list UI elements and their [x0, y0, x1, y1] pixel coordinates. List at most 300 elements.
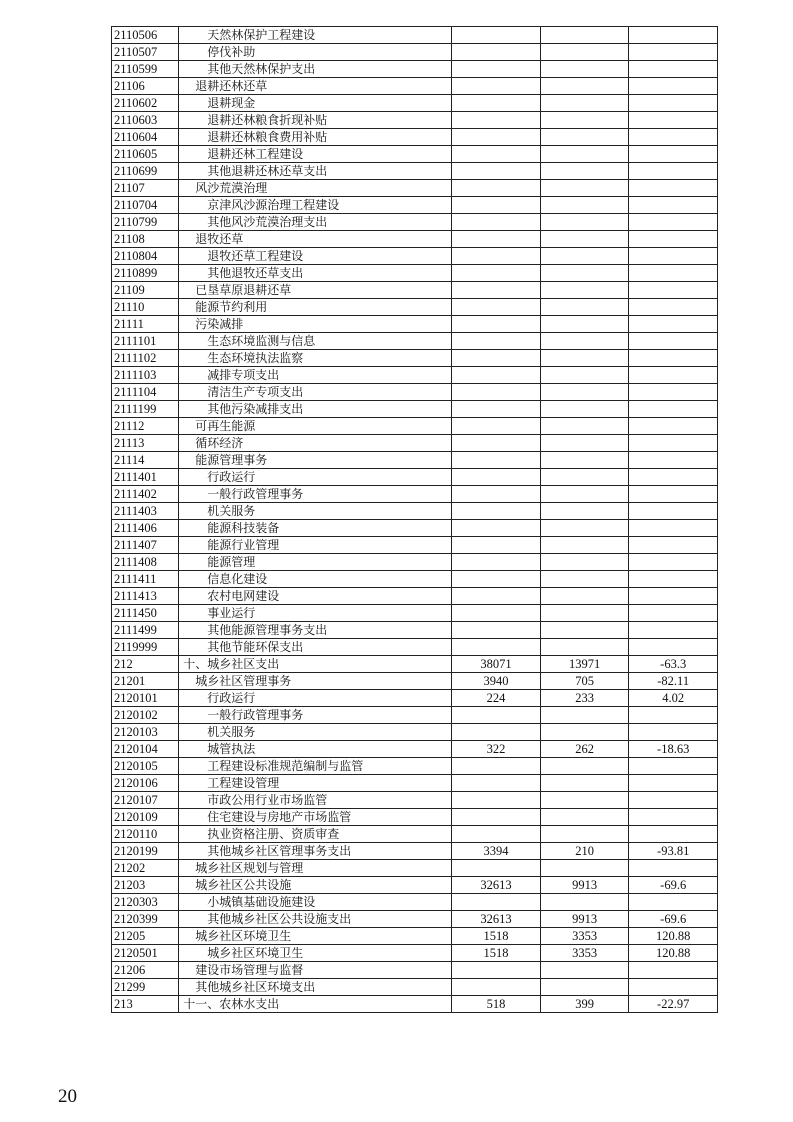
table-row: [112, 605, 718, 622]
table-row: [112, 656, 718, 673]
change-percent-cell: [629, 265, 718, 282]
change-percent-cell: [629, 299, 718, 316]
table-row: [112, 809, 718, 826]
prior-year-value-cell: [452, 792, 541, 809]
prior-year-value-cell: [452, 537, 541, 554]
subject-name-cell: 城管执法: [179, 741, 452, 758]
subject-name-cell: 执业资格注册、资质审查: [179, 826, 452, 843]
change-percent-cell: -82.11: [629, 673, 718, 690]
current-year-value-cell: [540, 61, 629, 78]
change-percent-cell: [629, 418, 718, 435]
table-row: [112, 741, 718, 758]
table-row: [112, 299, 718, 316]
subject-code-cell: 2111407: [112, 537, 179, 554]
table-row: [112, 435, 718, 452]
table-row: [112, 758, 718, 775]
table-row: [112, 61, 718, 78]
prior-year-value-cell: [452, 112, 541, 129]
change-percent-cell: [629, 197, 718, 214]
prior-year-value-cell: [452, 605, 541, 622]
change-percent-cell: 120.88: [629, 945, 718, 962]
current-year-value-cell: [540, 367, 629, 384]
subject-name-cell: 机关服务: [179, 503, 452, 520]
subject-name-cell: 停伐补助: [179, 44, 452, 61]
change-percent-cell: [629, 469, 718, 486]
prior-year-value-cell: [452, 469, 541, 486]
subject-name-cell: 一般行政管理事务: [179, 707, 452, 724]
prior-year-value-cell: [452, 707, 541, 724]
current-year-value-cell: [540, 418, 629, 435]
current-year-value-cell: [540, 401, 629, 418]
change-percent-cell: [629, 962, 718, 979]
table-row: [112, 979, 718, 996]
table-row: [112, 877, 718, 894]
subject-code-cell: 2111403: [112, 503, 179, 520]
prior-year-value-cell: [452, 401, 541, 418]
subject-code-cell: 2120501: [112, 945, 179, 962]
table-row: [112, 469, 718, 486]
subject-name-cell: 其他退牧还草支出: [179, 265, 452, 282]
change-percent-cell: [629, 282, 718, 299]
subject-name-cell: 十、城乡社区支出: [179, 656, 452, 673]
subject-code-cell: 21112: [112, 418, 179, 435]
subject-code-cell: 2110506: [112, 27, 179, 44]
change-percent-cell: [629, 894, 718, 911]
change-percent-cell: [629, 809, 718, 826]
subject-name-cell: 城乡社区环境卫生: [179, 945, 452, 962]
prior-year-value-cell: [452, 452, 541, 469]
table-row: [112, 571, 718, 588]
subject-name-cell: 十一、农林水支出: [179, 996, 452, 1013]
prior-year-value-cell: [452, 367, 541, 384]
prior-year-value-cell: [452, 979, 541, 996]
subject-name-cell: 其他城乡社区公共设施支出: [179, 911, 452, 928]
subject-name-cell: 循环经济: [179, 435, 452, 452]
change-percent-cell: [629, 163, 718, 180]
current-year-value-cell: 9913: [540, 911, 629, 928]
subject-code-cell: 21111: [112, 316, 179, 333]
current-year-value-cell: [540, 826, 629, 843]
subject-name-cell: 其他风沙荒漠治理支出: [179, 214, 452, 231]
current-year-value-cell: [540, 571, 629, 588]
table-row: [112, 486, 718, 503]
table-row: [112, 350, 718, 367]
subject-name-cell: 市政公用行业市场监管: [179, 792, 452, 809]
current-year-value-cell: [540, 214, 629, 231]
prior-year-value-cell: 32613: [452, 911, 541, 928]
change-percent-cell: [629, 129, 718, 146]
subject-name-cell: 减排专项支出: [179, 367, 452, 384]
subject-name-cell: 退耕还林工程建设: [179, 146, 452, 163]
change-percent-cell: [629, 792, 718, 809]
subject-code-cell: 2120105: [112, 758, 179, 775]
prior-year-value-cell: [452, 78, 541, 95]
table-row: [112, 401, 718, 418]
subject-code-cell: 2110599: [112, 61, 179, 78]
prior-year-value-cell: [452, 486, 541, 503]
table-row: [112, 826, 718, 843]
subject-name-cell: 京津风沙源治理工程建设: [179, 197, 452, 214]
current-year-value-cell: [540, 78, 629, 95]
table-row: [112, 894, 718, 911]
current-year-value-cell: [540, 316, 629, 333]
subject-name-cell: 城乡社区公共设施: [179, 877, 452, 894]
subject-name-cell: 行政运行: [179, 690, 452, 707]
change-percent-cell: [629, 605, 718, 622]
current-year-value-cell: [540, 27, 629, 44]
table-row: [112, 367, 718, 384]
subject-name-cell: 其他城乡社区管理事务支出: [179, 843, 452, 860]
subject-code-cell: 2110899: [112, 265, 179, 282]
change-percent-cell: [629, 452, 718, 469]
subject-name-cell: 能源管理事务: [179, 452, 452, 469]
table-row: [112, 214, 718, 231]
change-percent-cell: [629, 78, 718, 95]
current-year-value-cell: [540, 248, 629, 265]
subject-code-cell: 2110602: [112, 95, 179, 112]
prior-year-value-cell: [452, 95, 541, 112]
subject-code-cell: 2110804: [112, 248, 179, 265]
subject-name-cell: 可再生能源: [179, 418, 452, 435]
subject-code-cell: 2120110: [112, 826, 179, 843]
current-year-value-cell: [540, 129, 629, 146]
page-number: 20: [58, 1086, 77, 1107]
prior-year-value-cell: [452, 282, 541, 299]
prior-year-value-cell: [452, 299, 541, 316]
subject-code-cell: 2120104: [112, 741, 179, 758]
prior-year-value-cell: [452, 639, 541, 656]
change-percent-cell: [629, 486, 718, 503]
table-row: [112, 622, 718, 639]
current-year-value-cell: [540, 112, 629, 129]
table-row: [112, 78, 718, 95]
prior-year-value-cell: [452, 435, 541, 452]
subject-code-cell: 2111413: [112, 588, 179, 605]
subject-name-cell: 生态环境监测与信息: [179, 333, 452, 350]
current-year-value-cell: [540, 605, 629, 622]
current-year-value-cell: [540, 622, 629, 639]
subject-code-cell: 21106: [112, 78, 179, 95]
subject-name-cell: 行政运行: [179, 469, 452, 486]
subject-name-cell: 能源管理: [179, 554, 452, 571]
subject-name-cell: 污染减排: [179, 316, 452, 333]
change-percent-cell: [629, 622, 718, 639]
table-row: [112, 520, 718, 537]
prior-year-value-cell: [452, 554, 541, 571]
prior-year-value-cell: [452, 418, 541, 435]
change-percent-cell: [629, 554, 718, 571]
subject-code-cell: 21202: [112, 860, 179, 877]
subject-name-cell: 机关服务: [179, 724, 452, 741]
current-year-value-cell: [540, 197, 629, 214]
table-row: [112, 503, 718, 520]
subject-name-cell: 能源行业管理: [179, 537, 452, 554]
prior-year-value-cell: 38071: [452, 656, 541, 673]
subject-code-cell: 21206: [112, 962, 179, 979]
prior-year-value-cell: [452, 520, 541, 537]
change-percent-cell: [629, 367, 718, 384]
current-year-value-cell: [540, 282, 629, 299]
subject-code-cell: 2111104: [112, 384, 179, 401]
current-year-value-cell: [540, 554, 629, 571]
prior-year-value-cell: [452, 775, 541, 792]
table-row: [112, 911, 718, 928]
prior-year-value-cell: [452, 809, 541, 826]
subject-code-cell: 2119999: [112, 639, 179, 656]
current-year-value-cell: [540, 452, 629, 469]
subject-code-cell: 2120109: [112, 809, 179, 826]
subject-name-cell: 退耕现金: [179, 95, 452, 112]
table-row: [112, 146, 718, 163]
current-year-value-cell: [540, 588, 629, 605]
current-year-value-cell: [540, 231, 629, 248]
subject-code-cell: 21299: [112, 979, 179, 996]
prior-year-value-cell: [452, 758, 541, 775]
prior-year-value-cell: [452, 333, 541, 350]
subject-code-cell: 2110603: [112, 112, 179, 129]
change-percent-cell: [629, 537, 718, 554]
subject-name-cell: 已垦草原退耕还草: [179, 282, 452, 299]
table-row: [112, 928, 718, 945]
prior-year-value-cell: [452, 316, 541, 333]
table-row: [112, 265, 718, 282]
subject-name-cell: 其他节能环保支出: [179, 639, 452, 656]
subject-name-cell: 能源科技装备: [179, 520, 452, 537]
current-year-value-cell: [540, 758, 629, 775]
subject-name-cell: 城乡社区环境卫生: [179, 928, 452, 945]
change-percent-cell: [629, 384, 718, 401]
table-row: [112, 775, 718, 792]
table-row: [112, 588, 718, 605]
subject-code-cell: 21205: [112, 928, 179, 945]
table-row: [112, 112, 718, 129]
current-year-value-cell: [540, 299, 629, 316]
prior-year-value-cell: [452, 44, 541, 61]
table-row: [112, 554, 718, 571]
current-year-value-cell: [540, 163, 629, 180]
subject-code-cell: 2120303: [112, 894, 179, 911]
subject-code-cell: 2111102: [112, 350, 179, 367]
table-row: [112, 248, 718, 265]
prior-year-value-cell: [452, 724, 541, 741]
subject-code-cell: 2110605: [112, 146, 179, 163]
change-percent-cell: [629, 860, 718, 877]
change-percent-cell: [629, 775, 718, 792]
change-percent-cell: [629, 639, 718, 656]
change-percent-cell: [629, 333, 718, 350]
table-row: [112, 690, 718, 707]
prior-year-value-cell: [452, 146, 541, 163]
table-row: [112, 231, 718, 248]
current-year-value-cell: [540, 707, 629, 724]
subject-name-cell: 工程建设管理: [179, 775, 452, 792]
subject-name-cell: 城乡社区管理事务: [179, 673, 452, 690]
change-percent-cell: [629, 588, 718, 605]
current-year-value-cell: 3353: [540, 945, 629, 962]
table-row: [112, 282, 718, 299]
table-row: [112, 95, 718, 112]
change-percent-cell: [629, 979, 718, 996]
change-percent-cell: -22.97: [629, 996, 718, 1013]
change-percent-cell: [629, 316, 718, 333]
current-year-value-cell: [540, 146, 629, 163]
subject-name-cell: 其他退耕还林还草支出: [179, 163, 452, 180]
current-year-value-cell: [540, 486, 629, 503]
subject-code-cell: 2120399: [112, 911, 179, 928]
change-percent-cell: [629, 231, 718, 248]
table-row: [112, 724, 718, 741]
subject-name-cell: 清洁生产专项支出: [179, 384, 452, 401]
change-percent-cell: [629, 503, 718, 520]
subject-code-cell: 2120101: [112, 690, 179, 707]
table-body: [112, 27, 718, 1013]
subject-code-cell: 2110507: [112, 44, 179, 61]
table-row: [112, 197, 718, 214]
prior-year-value-cell: [452, 894, 541, 911]
subject-name-cell: 退牧还草工程建设: [179, 248, 452, 265]
change-percent-cell: [629, 724, 718, 741]
subject-code-cell: 21113: [112, 435, 179, 452]
table-row: [112, 792, 718, 809]
prior-year-value-cell: 3394: [452, 843, 541, 860]
current-year-value-cell: [540, 469, 629, 486]
subject-name-cell: 退耕还林粮食费用补贴: [179, 129, 452, 146]
subject-code-cell: 21108: [112, 231, 179, 248]
current-year-value-cell: [540, 44, 629, 61]
current-year-value-cell: 9913: [540, 877, 629, 894]
table-row: [112, 333, 718, 350]
current-year-value-cell: [540, 333, 629, 350]
table-row: [112, 27, 718, 44]
current-year-value-cell: [540, 435, 629, 452]
subject-name-cell: 建设市场管理与监督: [179, 962, 452, 979]
prior-year-value-cell: 1518: [452, 928, 541, 945]
subject-code-cell: 2111408: [112, 554, 179, 571]
table-row: [112, 945, 718, 962]
change-percent-cell: [629, 826, 718, 843]
subject-code-cell: 21203: [112, 877, 179, 894]
prior-year-value-cell: [452, 384, 541, 401]
subject-code-cell: 2111450: [112, 605, 179, 622]
change-percent-cell: [629, 44, 718, 61]
subject-code-cell: 2120106: [112, 775, 179, 792]
table-row: [112, 129, 718, 146]
subject-code-cell: 2120102: [112, 707, 179, 724]
subject-name-cell: 风沙荒漠治理: [179, 180, 452, 197]
table-row: [112, 452, 718, 469]
change-percent-cell: 120.88: [629, 928, 718, 945]
prior-year-value-cell: [452, 826, 541, 843]
subject-name-cell: 其他城乡社区环境支出: [179, 979, 452, 996]
table-row: [112, 537, 718, 554]
subject-name-cell: 工程建设标准规范编制与监管: [179, 758, 452, 775]
change-percent-cell: [629, 520, 718, 537]
table-row: [112, 44, 718, 61]
current-year-value-cell: [540, 979, 629, 996]
subject-name-cell: 事业运行: [179, 605, 452, 622]
subject-name-cell: 信息化建设: [179, 571, 452, 588]
subject-code-cell: 2111401: [112, 469, 179, 486]
prior-year-value-cell: 1518: [452, 945, 541, 962]
table-row: [112, 384, 718, 401]
prior-year-value-cell: [452, 197, 541, 214]
subject-code-cell: 212: [112, 656, 179, 673]
subject-name-cell: 天然林保护工程建设: [179, 27, 452, 44]
subject-code-cell: 2111411: [112, 571, 179, 588]
table-row: [112, 843, 718, 860]
prior-year-value-cell: 518: [452, 996, 541, 1013]
subject-code-cell: 2111406: [112, 520, 179, 537]
prior-year-value-cell: [452, 248, 541, 265]
subject-name-cell: 住宅建设与房地产市场监管: [179, 809, 452, 826]
prior-year-value-cell: [452, 163, 541, 180]
table-row: [112, 996, 718, 1013]
table-row: [112, 860, 718, 877]
subject-code-cell: 21201: [112, 673, 179, 690]
table-row: [112, 163, 718, 180]
current-year-value-cell: 233: [540, 690, 629, 707]
current-year-value-cell: [540, 95, 629, 112]
change-percent-cell: [629, 350, 718, 367]
subject-name-cell: 能源节约利用: [179, 299, 452, 316]
subject-name-cell: 其他能源管理事务支出: [179, 622, 452, 639]
prior-year-value-cell: [452, 180, 541, 197]
change-percent-cell: [629, 112, 718, 129]
prior-year-value-cell: [452, 231, 541, 248]
change-percent-cell: [629, 180, 718, 197]
subject-name-cell: 小城镇基础设施建设: [179, 894, 452, 911]
current-year-value-cell: 262: [540, 741, 629, 758]
subject-name-cell: 农村电网建设: [179, 588, 452, 605]
current-year-value-cell: [540, 520, 629, 537]
prior-year-value-cell: 224: [452, 690, 541, 707]
current-year-value-cell: [540, 860, 629, 877]
subject-name-cell: 退耕还林粮食折现补贴: [179, 112, 452, 129]
prior-year-value-cell: [452, 350, 541, 367]
subject-code-cell: 2110799: [112, 214, 179, 231]
prior-year-value-cell: [452, 962, 541, 979]
current-year-value-cell: [540, 537, 629, 554]
current-year-value-cell: [540, 265, 629, 282]
change-percent-cell: [629, 435, 718, 452]
change-percent-cell: [629, 146, 718, 163]
current-year-value-cell: 399: [540, 996, 629, 1013]
prior-year-value-cell: [452, 265, 541, 282]
subject-code-cell: 21107: [112, 180, 179, 197]
change-percent-cell: [629, 758, 718, 775]
subject-name-cell: 一般行政管理事务: [179, 486, 452, 503]
change-percent-cell: -18.63: [629, 741, 718, 758]
table-row: [112, 418, 718, 435]
subject-code-cell: 2110704: [112, 197, 179, 214]
subject-code-cell: 2120199: [112, 843, 179, 860]
prior-year-value-cell: 322: [452, 741, 541, 758]
current-year-value-cell: [540, 775, 629, 792]
change-percent-cell: [629, 214, 718, 231]
table-row: [112, 962, 718, 979]
prior-year-value-cell: [452, 61, 541, 78]
current-year-value-cell: [540, 639, 629, 656]
subject-code-cell: 2111101: [112, 333, 179, 350]
current-year-value-cell: [540, 180, 629, 197]
change-percent-cell: [629, 401, 718, 418]
subject-name-cell: 退牧还草: [179, 231, 452, 248]
current-year-value-cell: [540, 503, 629, 520]
change-percent-cell: 4.02: [629, 690, 718, 707]
subject-name-cell: 城乡社区规划与管理: [179, 860, 452, 877]
current-year-value-cell: 13971: [540, 656, 629, 673]
prior-year-value-cell: [452, 571, 541, 588]
